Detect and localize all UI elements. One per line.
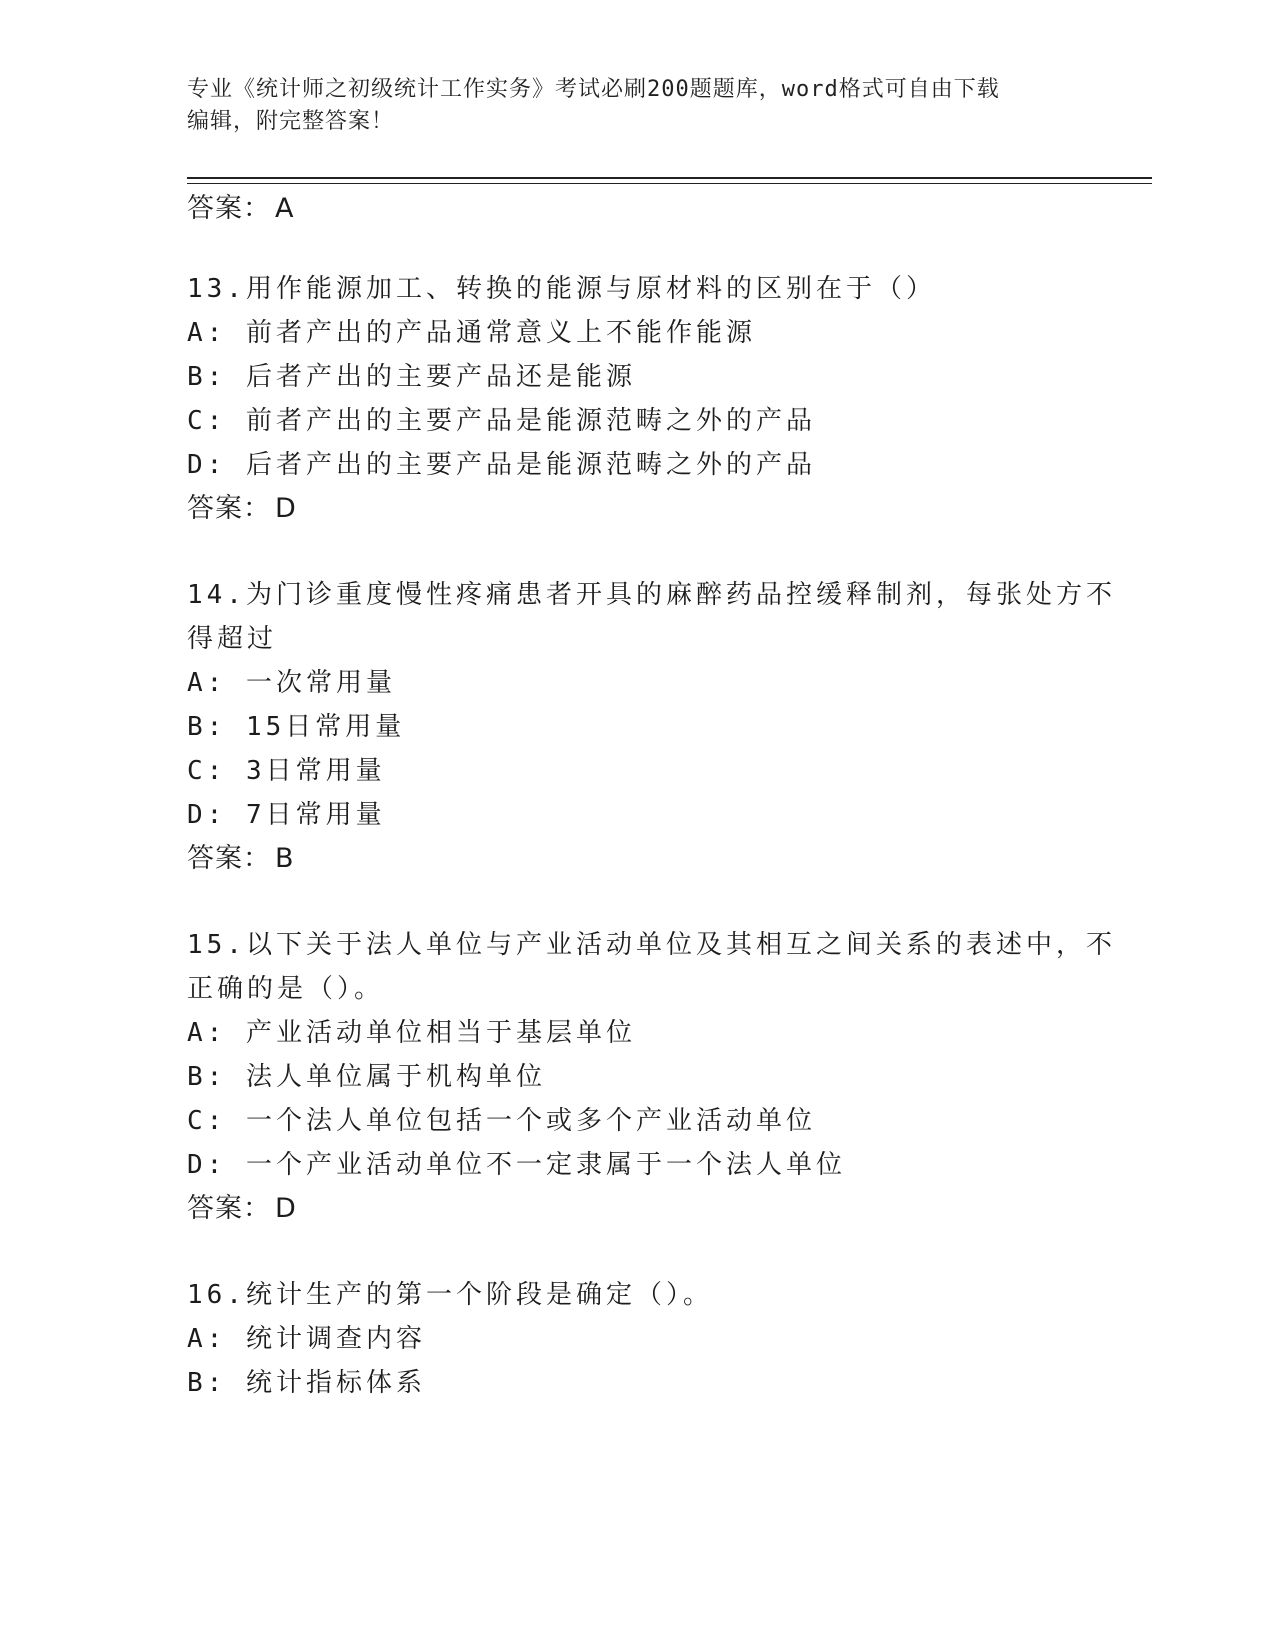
question-16-option-a: A: 统计调查内容: [187, 1324, 426, 1354]
question-13-option-d: D: 后者产出的主要产品是能源范畴之外的产品: [187, 450, 816, 480]
question-15-stem-line-1: 15.以下关于法人单位与产业活动单位及其相互之间关系的表述中，不: [187, 930, 1116, 960]
question-14-option-c: C: 3日常用量: [187, 756, 386, 786]
question-14-option-b: B: 15日常用量: [187, 712, 406, 742]
header-divider-thick: [187, 177, 1152, 179]
question-15-stem-line-2: 正确的是（）。: [187, 974, 385, 1004]
question-14-stem-line-2: 得超过: [187, 624, 278, 654]
header-line-1: 专业《统计师之初级统计工作实务》考试必刷200题题库，word格式可自由下载: [187, 77, 1000, 102]
answer-label: 答案：: [187, 193, 271, 224]
answer-15: [187, 1187, 297, 1231]
answer-13: [187, 487, 297, 531]
answer-14: [187, 837, 295, 881]
answer-value: D: [275, 1193, 297, 1224]
question-15-option-d: D: 一个产业活动单位不一定隶属于一个法人单位: [187, 1150, 846, 1180]
header-line-2: 编辑，附完整答案！: [187, 109, 395, 134]
question-16-stem: 16.统计生产的第一个阶段是确定（）。: [187, 1280, 713, 1310]
answer-label: 答案：: [187, 493, 271, 524]
question-13-stem: 13.用作能源加工、转换的能源与原材料的区别在于（）: [187, 274, 936, 304]
answer-value: B: [275, 843, 295, 874]
answer-12: [187, 187, 294, 231]
answer-value: D: [275, 493, 297, 524]
header-divider-thin: [187, 183, 1152, 184]
answer-label: 答案：: [187, 1193, 271, 1224]
question-14-option-d: D: 7日常用量: [187, 800, 386, 830]
question-16-option-b: B: 统计指标体系: [187, 1368, 426, 1398]
question-13-option-b: B: 后者产出的主要产品还是能源: [187, 362, 636, 392]
question-15-option-c: C: 一个法人单位包括一个或多个产业活动单位: [187, 1106, 816, 1136]
question-13-option-c: C: 前者产出的主要产品是能源范畴之外的产品: [187, 406, 816, 436]
document-header: [187, 74, 1067, 138]
question-15-option-b: B: 法人单位属于机构单位: [187, 1062, 546, 1092]
question-14-stem-line-1: 14.为门诊重度慢性疼痛患者开具的麻醉药品控缓释制剂，每张处方不: [187, 580, 1116, 610]
question-14-option-a: A: 一次常用量: [187, 668, 396, 698]
answer-value: A: [275, 193, 295, 224]
answer-label: 答案：: [187, 843, 271, 874]
question-13-option-a: A: 前者产出的产品通常意义上不能作能源: [187, 318, 756, 348]
question-15-option-a: A: 产业活动单位相当于基层单位: [187, 1018, 636, 1048]
